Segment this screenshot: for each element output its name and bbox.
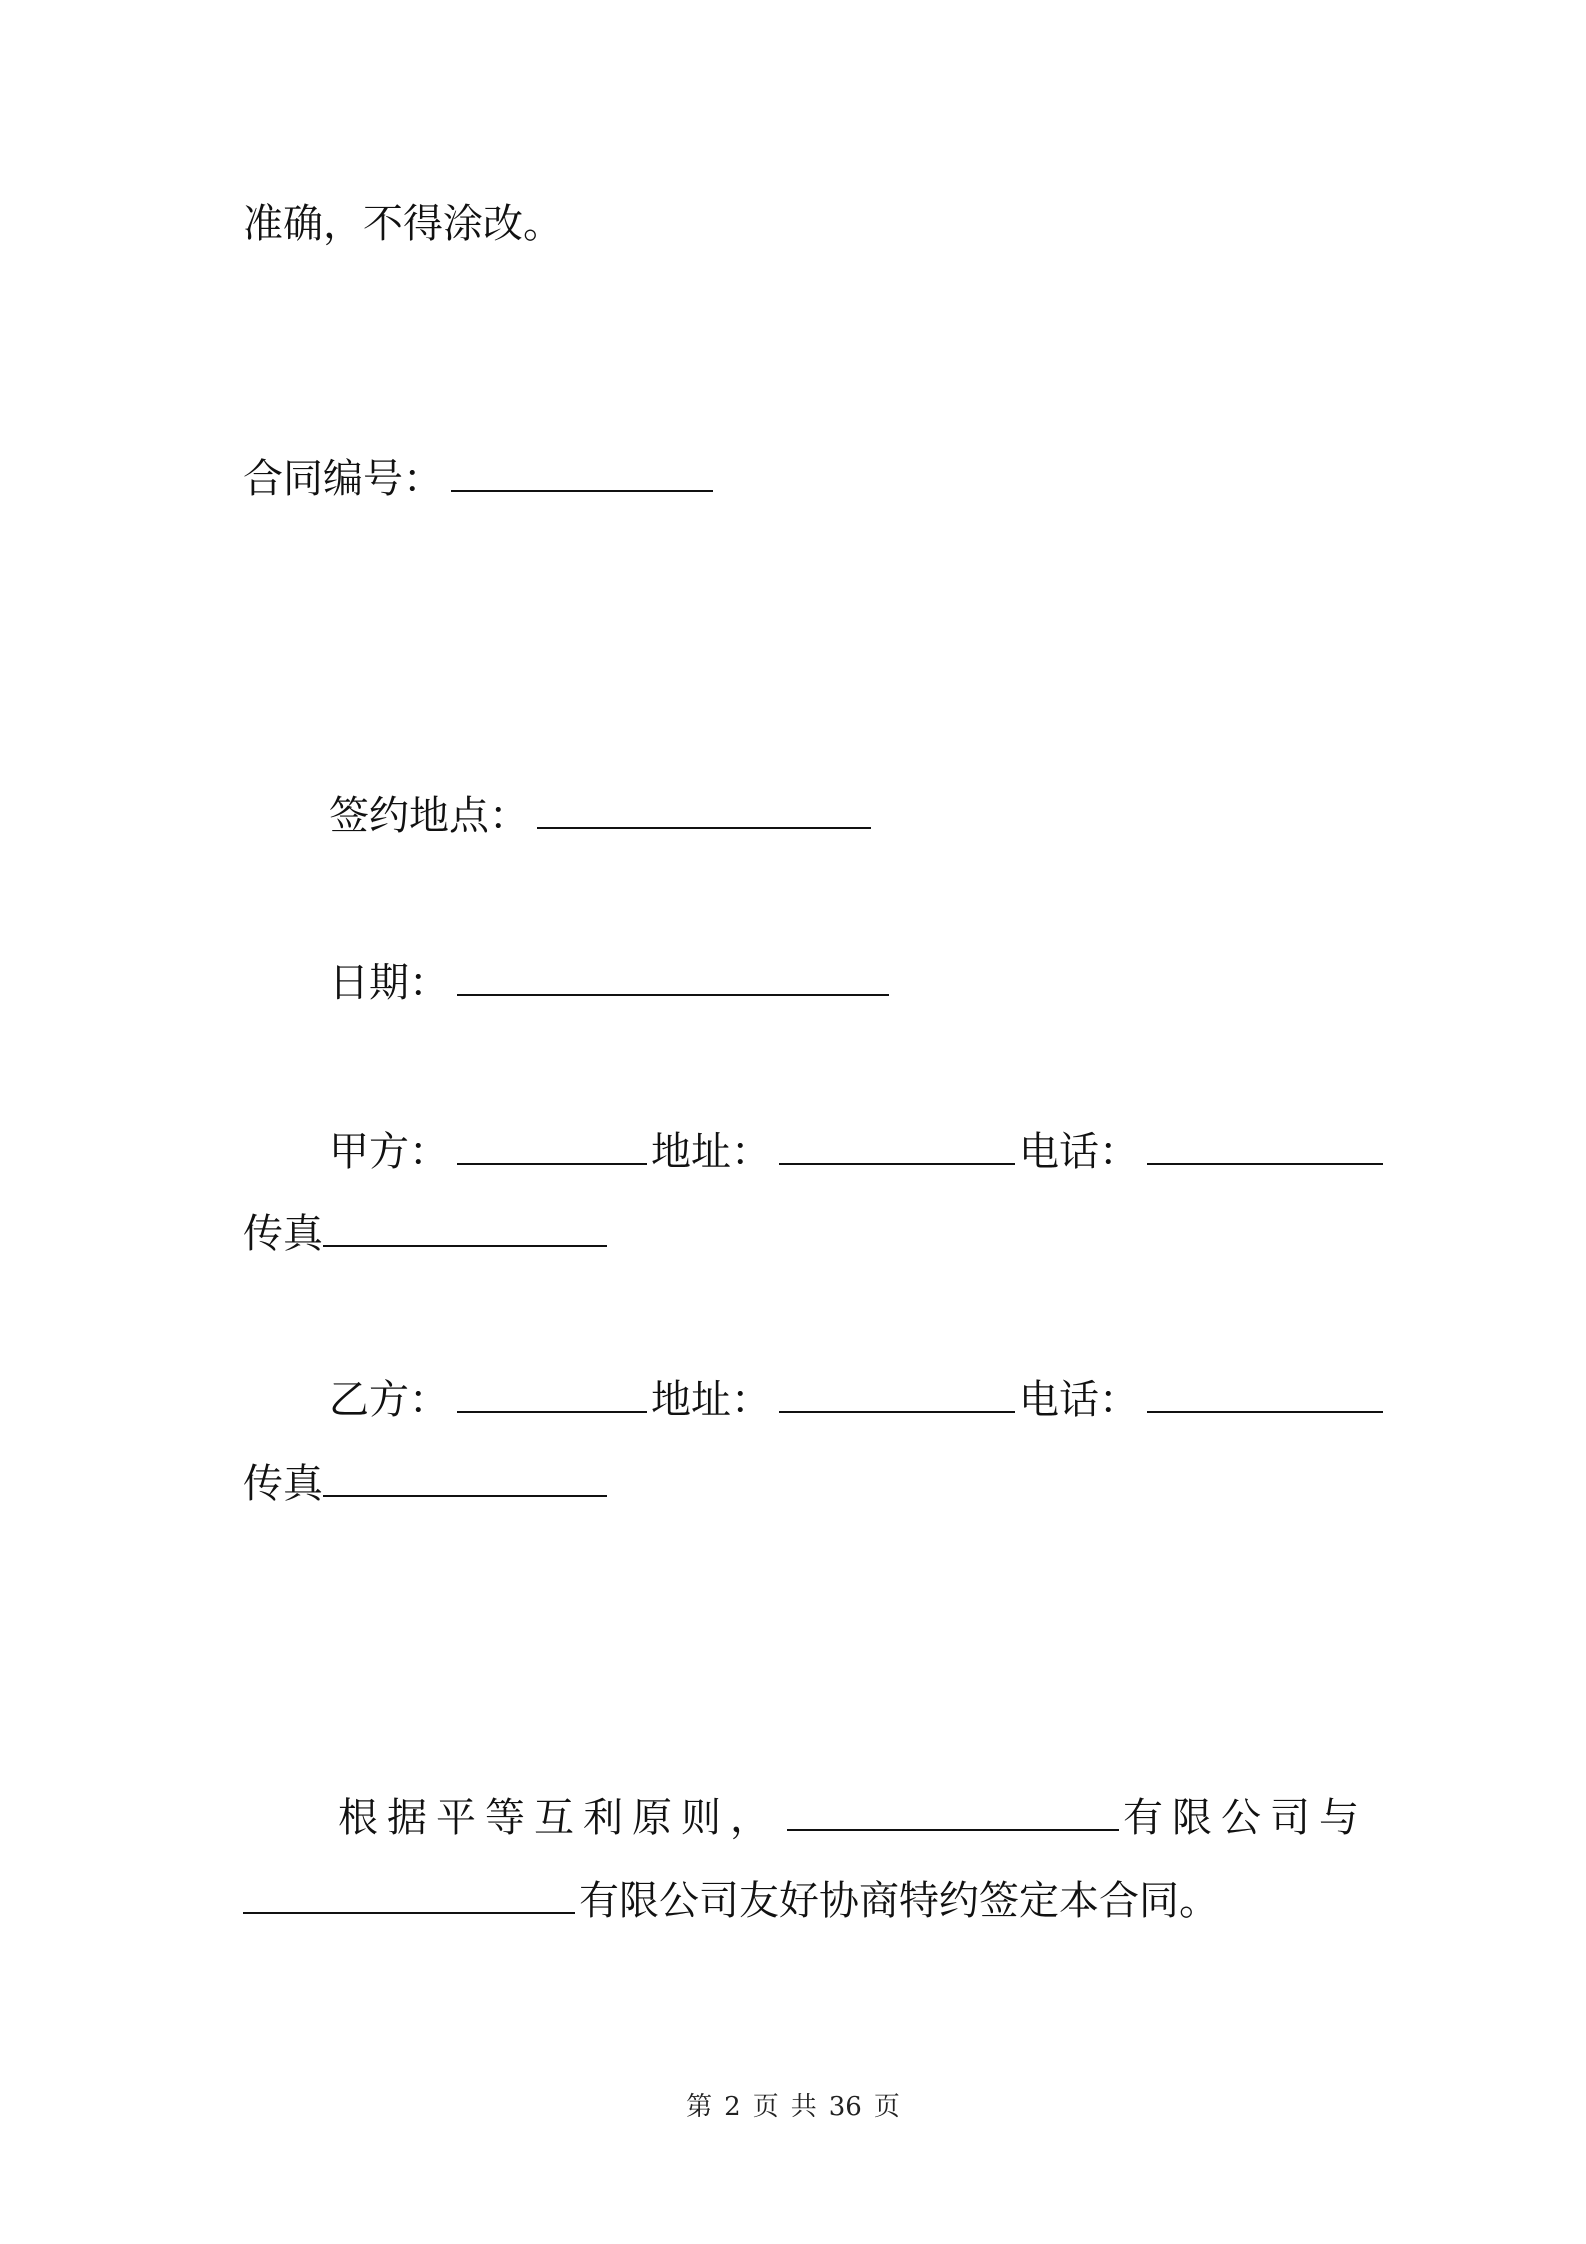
party-a-label: 甲方： (329, 1129, 449, 1175)
party-b-fax-row (243, 1456, 611, 1512)
company-1-blank (787, 1793, 1119, 1831)
party-b-label: 乙方： (329, 1377, 449, 1423)
footer-ye-2: 页 (873, 2092, 900, 2122)
party-b-row (329, 1372, 1387, 1428)
agreement-line-2 (243, 1873, 1219, 1929)
agreement-line-1 (338, 1790, 1368, 1846)
party-b-phone-blank (1147, 1375, 1383, 1413)
footer-di: 第 (686, 2092, 713, 2122)
party-b-name-blank (457, 1375, 647, 1413)
contract-number-row (243, 451, 717, 507)
date-label: 日期： (329, 960, 449, 1006)
contract-number-label: 合同编号： (243, 456, 443, 502)
party-b-fax-blank (323, 1459, 607, 1497)
party-b-address-label: 地址： (651, 1377, 771, 1423)
footer-page-number: 2 (724, 2092, 741, 2122)
agreement-company-suffix-2: 有限公司友好协商特约签定本合同。 (579, 1878, 1219, 1924)
party-a-name-blank (457, 1127, 647, 1165)
agreement-company-suffix-1: 有限公司与 (1123, 1795, 1368, 1841)
company-2-blank (243, 1876, 575, 1914)
party-b-address-blank (779, 1375, 1015, 1413)
party-a-row (329, 1124, 1387, 1180)
signing-place-blank (537, 791, 871, 829)
party-a-fax-blank (323, 1209, 607, 1247)
party-b-fax-label: 传真 (243, 1461, 323, 1507)
signing-place-row (329, 788, 875, 844)
party-a-phone-blank (1147, 1127, 1383, 1165)
date-blank (457, 958, 889, 996)
page-footer (0, 2086, 1586, 2123)
party-b-phone-label: 电话： (1019, 1377, 1139, 1423)
contract-number-blank (451, 454, 713, 492)
date-row (329, 955, 893, 1011)
party-a-fax-label: 传真 (243, 1211, 323, 1257)
text-line-accuracy (243, 196, 563, 252)
agreement-prefix: 根据平等互利原则， (338, 1795, 779, 1841)
footer-ye: 页 (752, 2092, 779, 2122)
footer-total-pages: 36 (828, 2092, 862, 2122)
footer-gong: 共 (790, 2092, 817, 2122)
accuracy-text: 准确，不得涂改。 (243, 201, 563, 247)
party-a-address-label: 地址： (651, 1129, 771, 1175)
party-a-phone-label: 电话： (1019, 1129, 1139, 1175)
signing-place-label: 签约地点： (329, 793, 529, 839)
party-a-fax-row (243, 1206, 611, 1262)
party-a-address-blank (779, 1127, 1015, 1165)
